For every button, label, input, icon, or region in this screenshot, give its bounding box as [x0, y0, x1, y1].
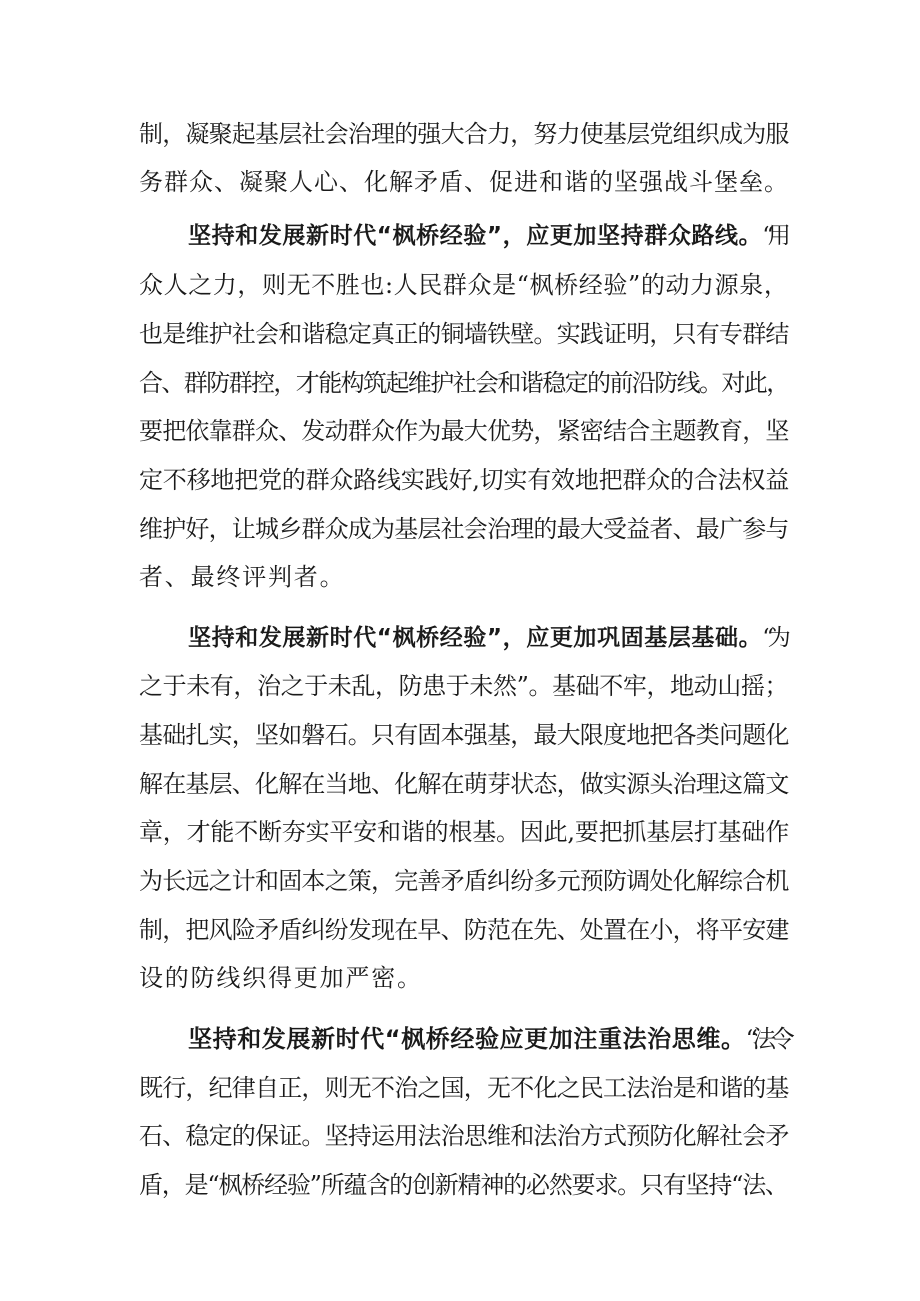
paragraph-heading: 坚持和发展新时代“枫桥经验”，应更加坚持群众路线。	[188, 223, 763, 249]
text-line: 维护好，让城乡群众成为基层社会治理的最大受益者、最广参与	[139, 515, 789, 543]
text-line: 解在基层、化解在当地、化解在萌芽状态，做实源头治理这篇文	[139, 770, 789, 798]
paragraph-text: “为	[762, 625, 785, 651]
text-line: 要把依靠群众、发动群众作为最大优势，紧密结合主题教育，坚	[139, 417, 789, 445]
paragraph-first-line	[188, 216, 789, 256]
paragraph-text: “用	[762, 223, 785, 249]
paragraph-first-line	[188, 618, 789, 658]
text-line: 石、稳定的保证。坚持运用法治思维和法治方式预防化解社会矛	[139, 1122, 789, 1150]
text-line: 设的防线织得更加严密。	[139, 964, 423, 992]
text-line: 制，凝聚起基层社会治理的强大合力，努力使基层党组织成为服	[139, 120, 789, 148]
paragraph-first-line	[188, 1019, 789, 1059]
paragraph-text: “法令	[745, 1025, 790, 1053]
text-line: 务群众、凝聚人心、化解矛盾、促进和谐的坚强战斗堡垒。	[139, 168, 789, 196]
text-line: 基础扎实，坚如磐石。只有固本强基，最大限度地把各类问题化	[139, 721, 789, 749]
text-line: 盾，是“枫桥经验”所蕴含的创新精神的必然要求。只有坚持“法、	[139, 1171, 788, 1199]
text-line: 为长远之计和固本之策，完善矛盾纠纷多元预防调处化解综合机	[139, 867, 789, 895]
text-line: 既行，纪律自正，则无不治之国，无不化之民工法治是和谐的基	[139, 1074, 789, 1102]
text-line: 定不移地把党的群众路线实践好,切实有效地把群众的合法权益	[139, 466, 790, 494]
text-line: 之于未有，治之于未乱，防患于未然”。基础不牢，地动山摇；	[139, 672, 789, 700]
text-line: 也是维护社会和谐稳定真正的铜墙铁壁。实践证明，只有专群结	[139, 320, 789, 348]
text-line: 众人之力，则无不胜也:人民群众是“枫桥经验”的动力源泉，	[139, 271, 789, 299]
text-line: 者、最终评判者。	[139, 563, 346, 591]
text-line: 章，才能不断夯实平安和谐的根基。因此,要把抓基层打基础作	[139, 818, 790, 846]
text-line: 合、群防群控，才能构筑起维护社会和谐稳定的前沿防线。对此，	[139, 369, 789, 397]
paragraph-heading: 坚持和发展新时代“枫桥经验”，应更加巩固基层基础。	[188, 625, 763, 651]
text-line: 制，把风险矛盾纠纷发现在早、防范在先、处置在小，将平安建	[139, 916, 789, 944]
paragraph-heading: 坚持和发展新时代“枫桥经验应更加注重法治思维。	[188, 1025, 746, 1053]
